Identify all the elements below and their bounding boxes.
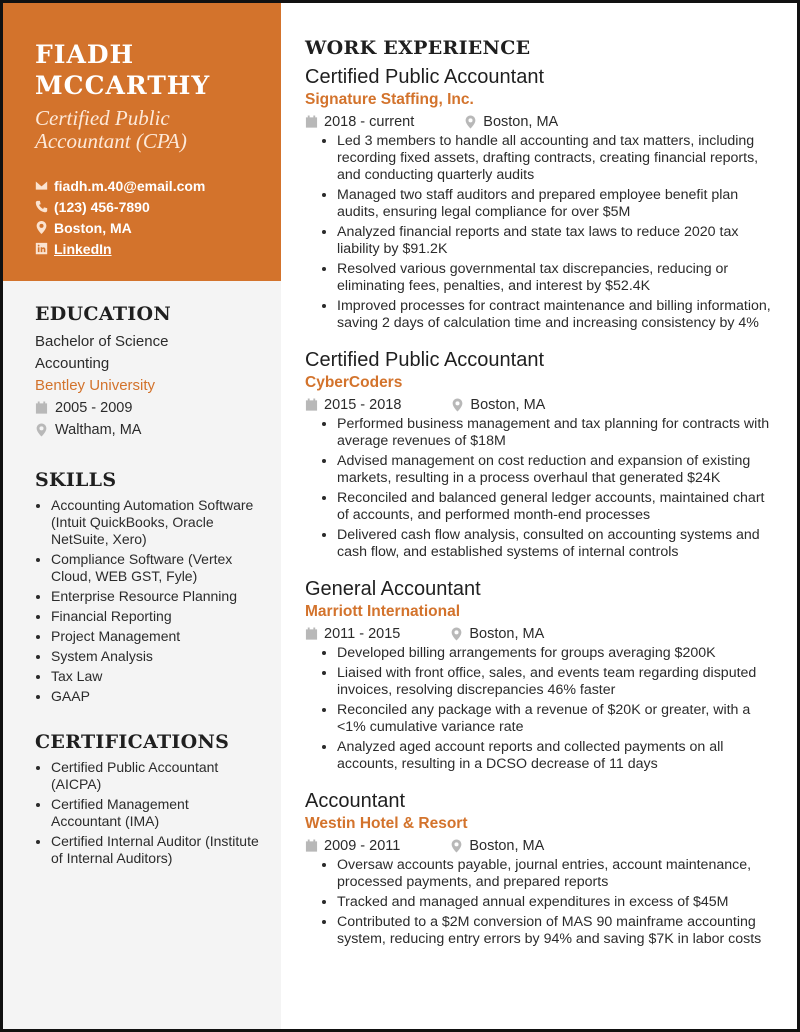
work-heading: WORK EXPERIENCE	[305, 37, 531, 59]
skill-item: • Accounting Automation Software (Intuit QuickBooks, Oracle NetSuite, Xero)	[51, 497, 261, 548]
job-title: Certified Public Accountant	[305, 66, 545, 88]
job-bullets	[305, 645, 775, 773]
job-entry	[305, 789, 775, 948]
job-dates-text: 2011 - 2015	[324, 626, 401, 642]
map-pin-icon	[451, 398, 464, 412]
bullet-item: • Led 3 members to handle all accounting and tax matters, including recording fixed assets, drafting contracts, creating financial reports, and conducting quarterly audits	[337, 133, 775, 184]
job-entry	[305, 577, 775, 773]
education-dates-text: 2005 - 2009	[55, 400, 133, 416]
certifications-section	[35, 731, 261, 867]
company-name: Westin Hotel & Resort	[305, 815, 468, 832]
bullet-item: • Resolved various governmental tax discrepancies, reducing or eliminating fees, penalties, and interest by $52.4K	[337, 261, 775, 295]
contact-phone[interactable]	[35, 196, 261, 217]
contact-list	[35, 175, 261, 259]
phone-text[interactable]: (123) 456-7890	[54, 198, 150, 215]
contact-email[interactable]	[35, 175, 261, 196]
candidate-title: Certified Public Accountant (CPA)	[35, 106, 187, 153]
job-title: Certified Public Accountant	[305, 349, 545, 371]
phone-icon	[35, 200, 48, 213]
candidate-name	[35, 39, 261, 101]
company-name: Signature Staffing, Inc.	[305, 91, 474, 108]
job-dates	[305, 397, 401, 413]
certifications-list	[35, 759, 261, 867]
bullet-item: • Performed business management and tax planning for contracts with average revenues of $18M	[337, 416, 775, 450]
skill-item: • GAAP	[51, 688, 261, 705]
education-heading: EDUCATION	[35, 303, 171, 325]
bullet-item: • Advised management on cost reduction and expansion of existing markets, resulting in a process overhaul that generated $24K	[337, 453, 775, 487]
skill-item: • Enterprise Resource Planning	[51, 588, 261, 605]
job-bullets	[305, 133, 775, 332]
job-dates-text: 2015 - 2018	[324, 397, 402, 413]
calendar-icon	[305, 398, 318, 412]
major: Accounting	[35, 355, 110, 372]
school-name: Bentley University	[35, 377, 156, 394]
job-location-text: Boston, MA	[469, 838, 545, 854]
job-location	[450, 626, 544, 642]
skills-section	[35, 469, 261, 705]
bullet-item: • Delivered cash flow analysis, consulted on accounting systems and cash flow, and established systems of internal controls	[337, 527, 775, 561]
bullet-item: • Improved processes for contract maintenance and billing information, saving 2 days of calculation time and increasing consistency by 4%	[337, 298, 775, 332]
education-location-text: Waltham, MA	[55, 422, 142, 438]
job-bullets	[305, 857, 775, 948]
location-text: Boston, MA	[54, 219, 132, 236]
job-entry	[305, 348, 775, 561]
company-name: Marriott International	[305, 603, 461, 620]
bullet-item: • Reconciled and balanced general ledger accounts, maintained chart of accounts, and performed month-end processes	[337, 490, 775, 524]
name-line-2: MCCARTHY	[35, 71, 211, 100]
job-meta	[305, 396, 775, 414]
certification-item: • Certified Management Accountant (IMA)	[51, 796, 261, 830]
certification-item: • Certified Public Accountant (AICPA)	[51, 759, 261, 793]
job-dates	[305, 626, 400, 642]
degree: Bachelor of Science	[35, 333, 169, 350]
bullet-item: • Analyzed financial reports and state tax laws to reduce 2020 tax liability by $91.2K	[337, 224, 775, 258]
calendar-icon	[35, 401, 48, 415]
map-pin-icon	[35, 221, 48, 234]
envelope-icon	[35, 179, 48, 192]
job-entry	[305, 65, 775, 332]
job-location	[450, 838, 544, 854]
job-dates	[305, 114, 414, 130]
skill-item: • Tax Law	[51, 668, 261, 685]
job-location-text: Boston, MA	[470, 397, 546, 413]
main-content	[305, 37, 775, 964]
sidebar-body	[3, 303, 281, 867]
calendar-icon	[305, 627, 318, 641]
job-meta	[305, 625, 775, 643]
skill-item: • Compliance Software (Vertex Cloud, WEB GST, Fyle)	[51, 551, 261, 585]
map-pin-icon	[35, 423, 48, 437]
skill-item: • System Analysis	[51, 648, 261, 665]
bullet-item: • Analyzed aged account reports and collected payments on all accounts, resulting in a DCSO decrease of 11 days	[337, 739, 775, 773]
job-location	[464, 114, 558, 130]
education-section	[35, 303, 261, 441]
skills-heading: SKILLS	[35, 469, 117, 491]
certifications-heading: CERTIFICATIONS	[35, 731, 230, 753]
linkedin-link[interactable]: LinkedIn	[54, 240, 112, 257]
bullet-item: • Managed two staff auditors and prepared employee benefit plan audits, ensuring legal compliance for over $5M	[337, 187, 775, 221]
header	[3, 3, 281, 281]
sidebar	[3, 3, 281, 1032]
job-title: General Accountant	[305, 578, 481, 600]
skill-item: • Project Management	[51, 628, 261, 645]
certification-item: • Certified Internal Auditor (Institute of Internal Auditors)	[51, 833, 261, 867]
job-location-text: Boston, MA	[469, 626, 545, 642]
job-dates-text: 2009 - 2011	[324, 838, 401, 854]
job-location	[451, 397, 545, 413]
job-meta	[305, 837, 775, 855]
name-line-1: FIADH	[35, 40, 135, 69]
job-meta	[305, 113, 775, 131]
skills-list	[35, 497, 261, 705]
education-dates	[35, 397, 261, 419]
company-name: CyberCoders	[305, 374, 403, 391]
email-text[interactable]: fiadh.m.40@email.com	[54, 177, 206, 194]
job-location-text: Boston, MA	[483, 114, 559, 130]
bullet-item: • Contributed to a $2M conversion of MAS 90 mainframe accounting system, reducing entry errors by 94% and saving $7K in labor costs	[337, 914, 775, 948]
job-dates	[305, 838, 400, 854]
map-pin-icon	[464, 115, 477, 129]
skill-item: • Financial Reporting	[51, 608, 261, 625]
job-bullets	[305, 416, 775, 561]
bullet-item: • Liaised with front office, sales, and events team regarding disputed invoices, resolving discrepancies 46% faster	[337, 665, 775, 699]
map-pin-icon	[450, 627, 463, 641]
calendar-icon	[305, 115, 318, 129]
calendar-icon	[305, 839, 318, 853]
bullet-item: • Reconciled any package with a revenue of $20K or greater, with a <1% cumulative variance rate	[337, 702, 775, 736]
bullet-item: • Oversaw accounts payable, journal entries, account maintenance, processed payments, and prepared reports	[337, 857, 775, 891]
job-dates-text: 2018 - current	[324, 114, 415, 130]
contact-location	[35, 217, 261, 238]
bullet-item: • Developed billing arrangements for groups averaging $200K	[337, 645, 775, 662]
map-pin-icon	[450, 839, 463, 853]
contact-linkedin[interactable]	[35, 238, 261, 259]
bullet-item: • Tracked and managed annual expenditures in excess of $45M	[337, 894, 775, 911]
linkedin-icon	[35, 242, 48, 255]
job-title: Accountant	[305, 790, 406, 812]
education-location	[35, 419, 261, 441]
